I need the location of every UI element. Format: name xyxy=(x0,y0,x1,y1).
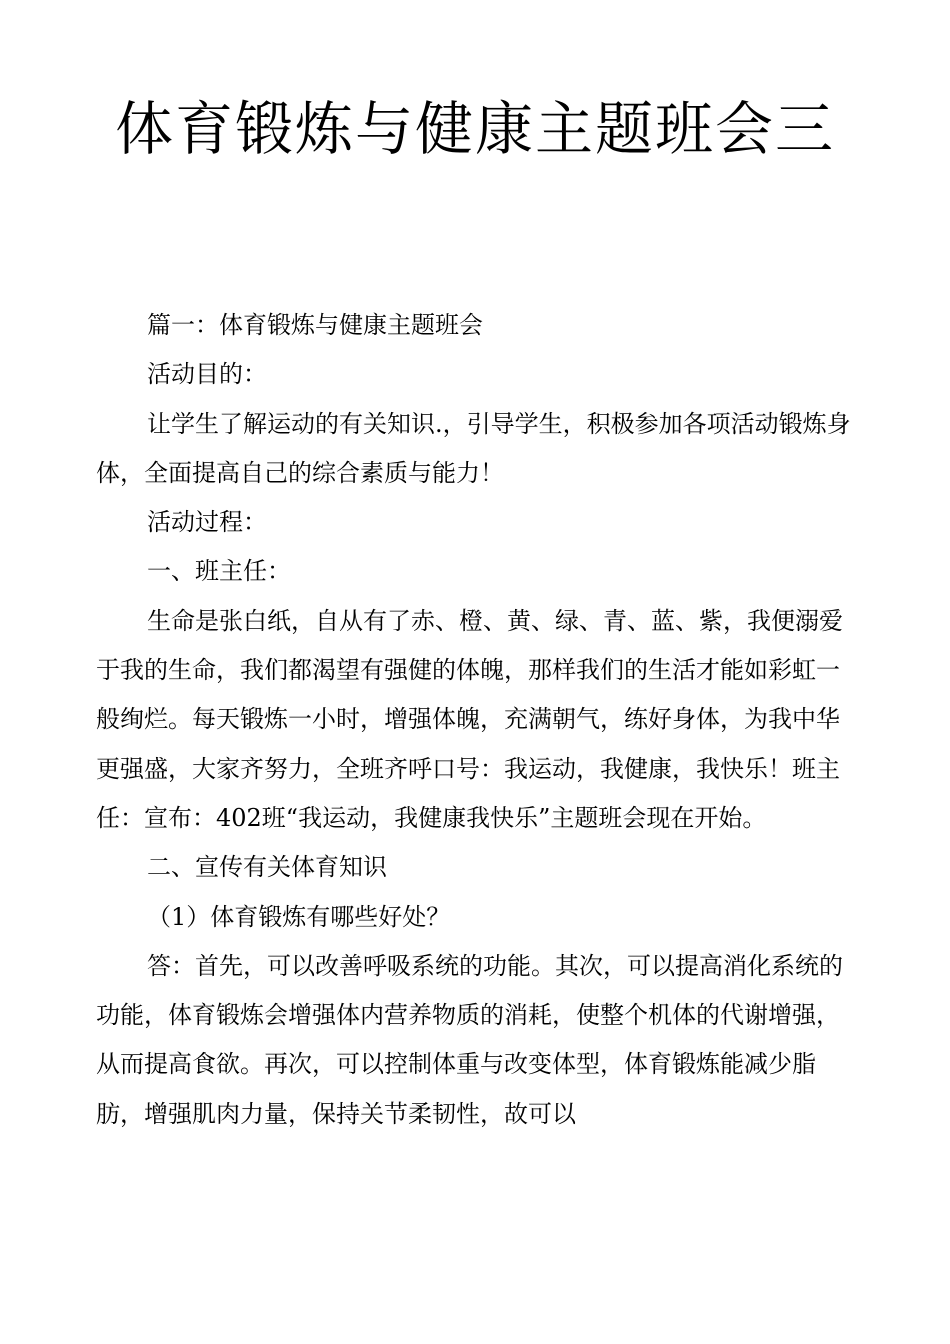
paragraph-section-heading: 篇一：体育锻炼与健康主题班会 xyxy=(147,311,483,339)
paragraph-answer-1: 答：首先，可以改善呼吸系统的功能。其次，可以提高消化系统的功能，体育锻炼会增强体内营养物质的消耗，使整个机体的代谢增强，从而提高食欲。再次，可以控制体重与改变体型，体育锻炼能减少脂肪，增强肌肉力量，保持关节柔韧性，故可以 xyxy=(96,951,843,1128)
paragraph-question-1: （1）体育锻炼有哪些好处？ xyxy=(147,902,451,931)
paragraph-knowledge-heading: 二、宣传有关体育知识 xyxy=(147,853,387,882)
paragraph-head-teacher-label: 一、班主任： xyxy=(147,557,291,586)
paragraph-head-teacher-speech: 生命是张白纸，自从有了赤、橙、黄、绿、青、蓝、紫，我便溺爱于我的生命，我们都渴望有强健的体魄，那样我们的生活才能如彩虹一般绚烂。每天锻炼一小时，增强体魄，充满朝气，练好身体，为我中华更强盛，大家齐努力，全班齐呼口号：我运动，我健康，我快乐！班主任：宣布：402班“我运动，我健康我快乐”主题班会现在开始。 xyxy=(96,606,843,832)
document-title: 体育锻炼与健康主题班会三 xyxy=(114,95,835,163)
document-body xyxy=(96,301,858,1139)
paragraph-activity-process-label: 活动过程： xyxy=(147,508,267,537)
paragraph-activity-goal-label: 活动目的： xyxy=(147,360,267,389)
paragraph-activity-goal: 让学生了解运动的有关知识.，引导学生，积极参加各项活动锻炼身体，全面提高自己的综合素质与能力！ xyxy=(96,409,851,487)
